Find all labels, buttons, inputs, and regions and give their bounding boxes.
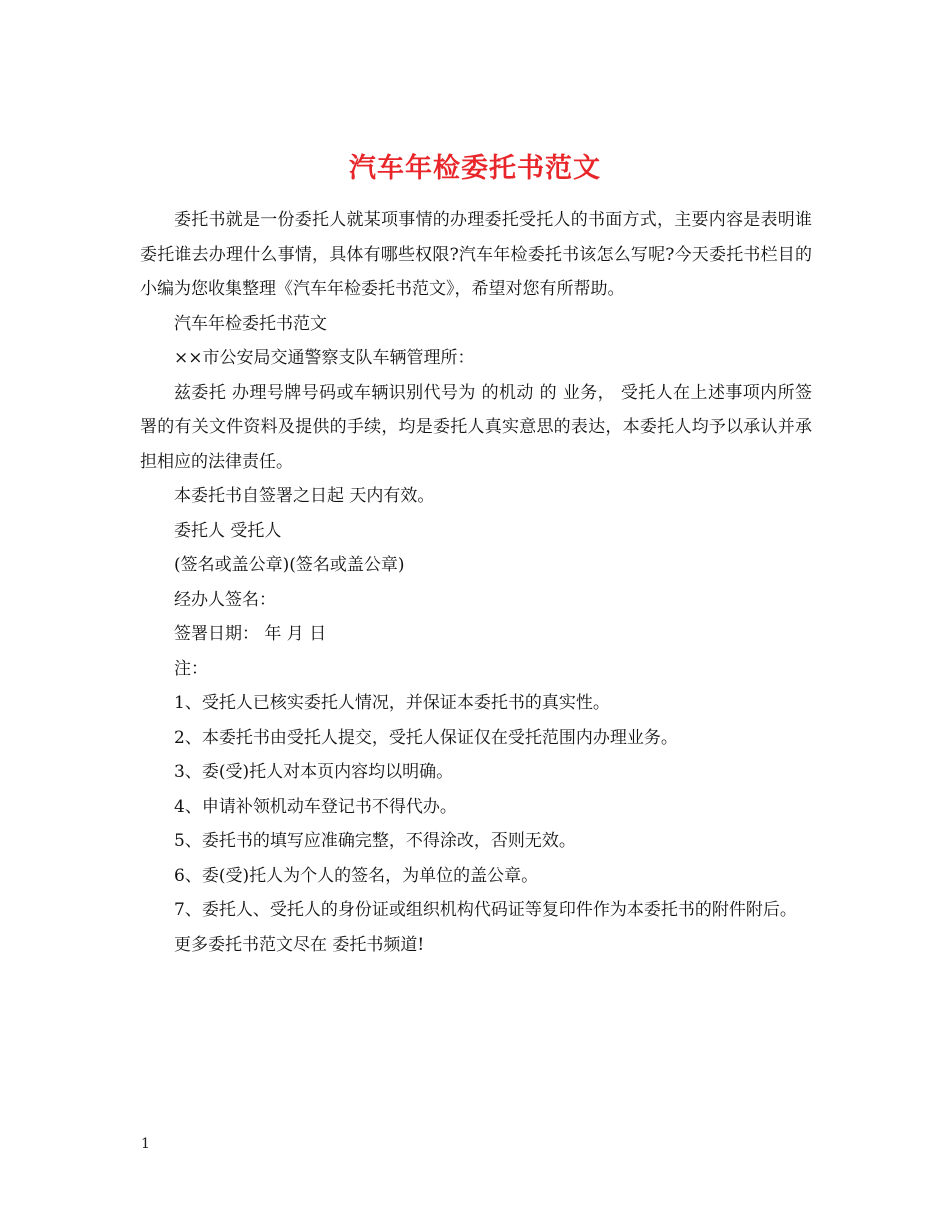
document-title: 汽车年检委托书范文 [349, 153, 601, 185]
parties-line: 委托人 受托人 [174, 520, 282, 541]
validity-line: 本委托书自签署之日起 天内有效。 [174, 486, 435, 506]
signature-note-line: (签名或盖公章)(签名或盖公章) [174, 555, 405, 575]
addressee-line: ××市公安局交通警察支队车辆管理所： [174, 348, 475, 368]
page-number: 1 [141, 1136, 150, 1152]
note-item-5: 5、委托书的填写应准确完整，不得涂改，否则无效。 [174, 831, 576, 851]
note-item-2: 2、本委托书由受托人提交，受托人保证仅在受托范围内办理业务。 [174, 727, 678, 748]
note-item-6: 6、委(受)托人为个人的签名，为单位的盖公章。 [174, 865, 539, 886]
note-item-7: 7、委托人、受托人的身份证或组织机构代码证等复印件作为本委托书的附件附后。 [174, 900, 797, 920]
note-item-1: 1、受托人已核实委托人情况，并保证本委托书的真实性。 [174, 693, 610, 713]
note-item-3: 3、委(受)托人对本页内容均以明确。 [174, 762, 454, 782]
sign-date-line: 签署日期： 年 月 日 [174, 624, 327, 644]
document-body [140, 203, 812, 962]
authorization-paragraph: 兹委托 办理号牌号码或车辆识别代号为 的机动 的 业务， 受托人在上述事项内所签署的有关文件资料及提供的手续，均是委托人真实意思的表达，本委托人均予以承认并承担相应的法律责任。 [140, 382, 812, 472]
intro-paragraph: 委托书就是一份委托人就某项事情的办理委托受托人的书面方式，主要内容是表明谁委托谁去办理什么事情，具体有哪些权限?汽车年检委托书该怎么写呢?今天委托书栏目的小编为您收集整理《汽车年检委托书范文》，希望对您有所帮助。 [140, 210, 812, 299]
notes-heading: 注： [174, 658, 208, 679]
more-templates-line: 更多委托书范文尽在 委托书频道! [174, 934, 425, 955]
subtitle-line: 汽车年检委托书范文 [174, 313, 327, 334]
note-item-4: 4、申请补领机动车登记书不得代办。 [174, 796, 457, 817]
handler-signature-line: 经办人签名： [174, 589, 276, 610]
